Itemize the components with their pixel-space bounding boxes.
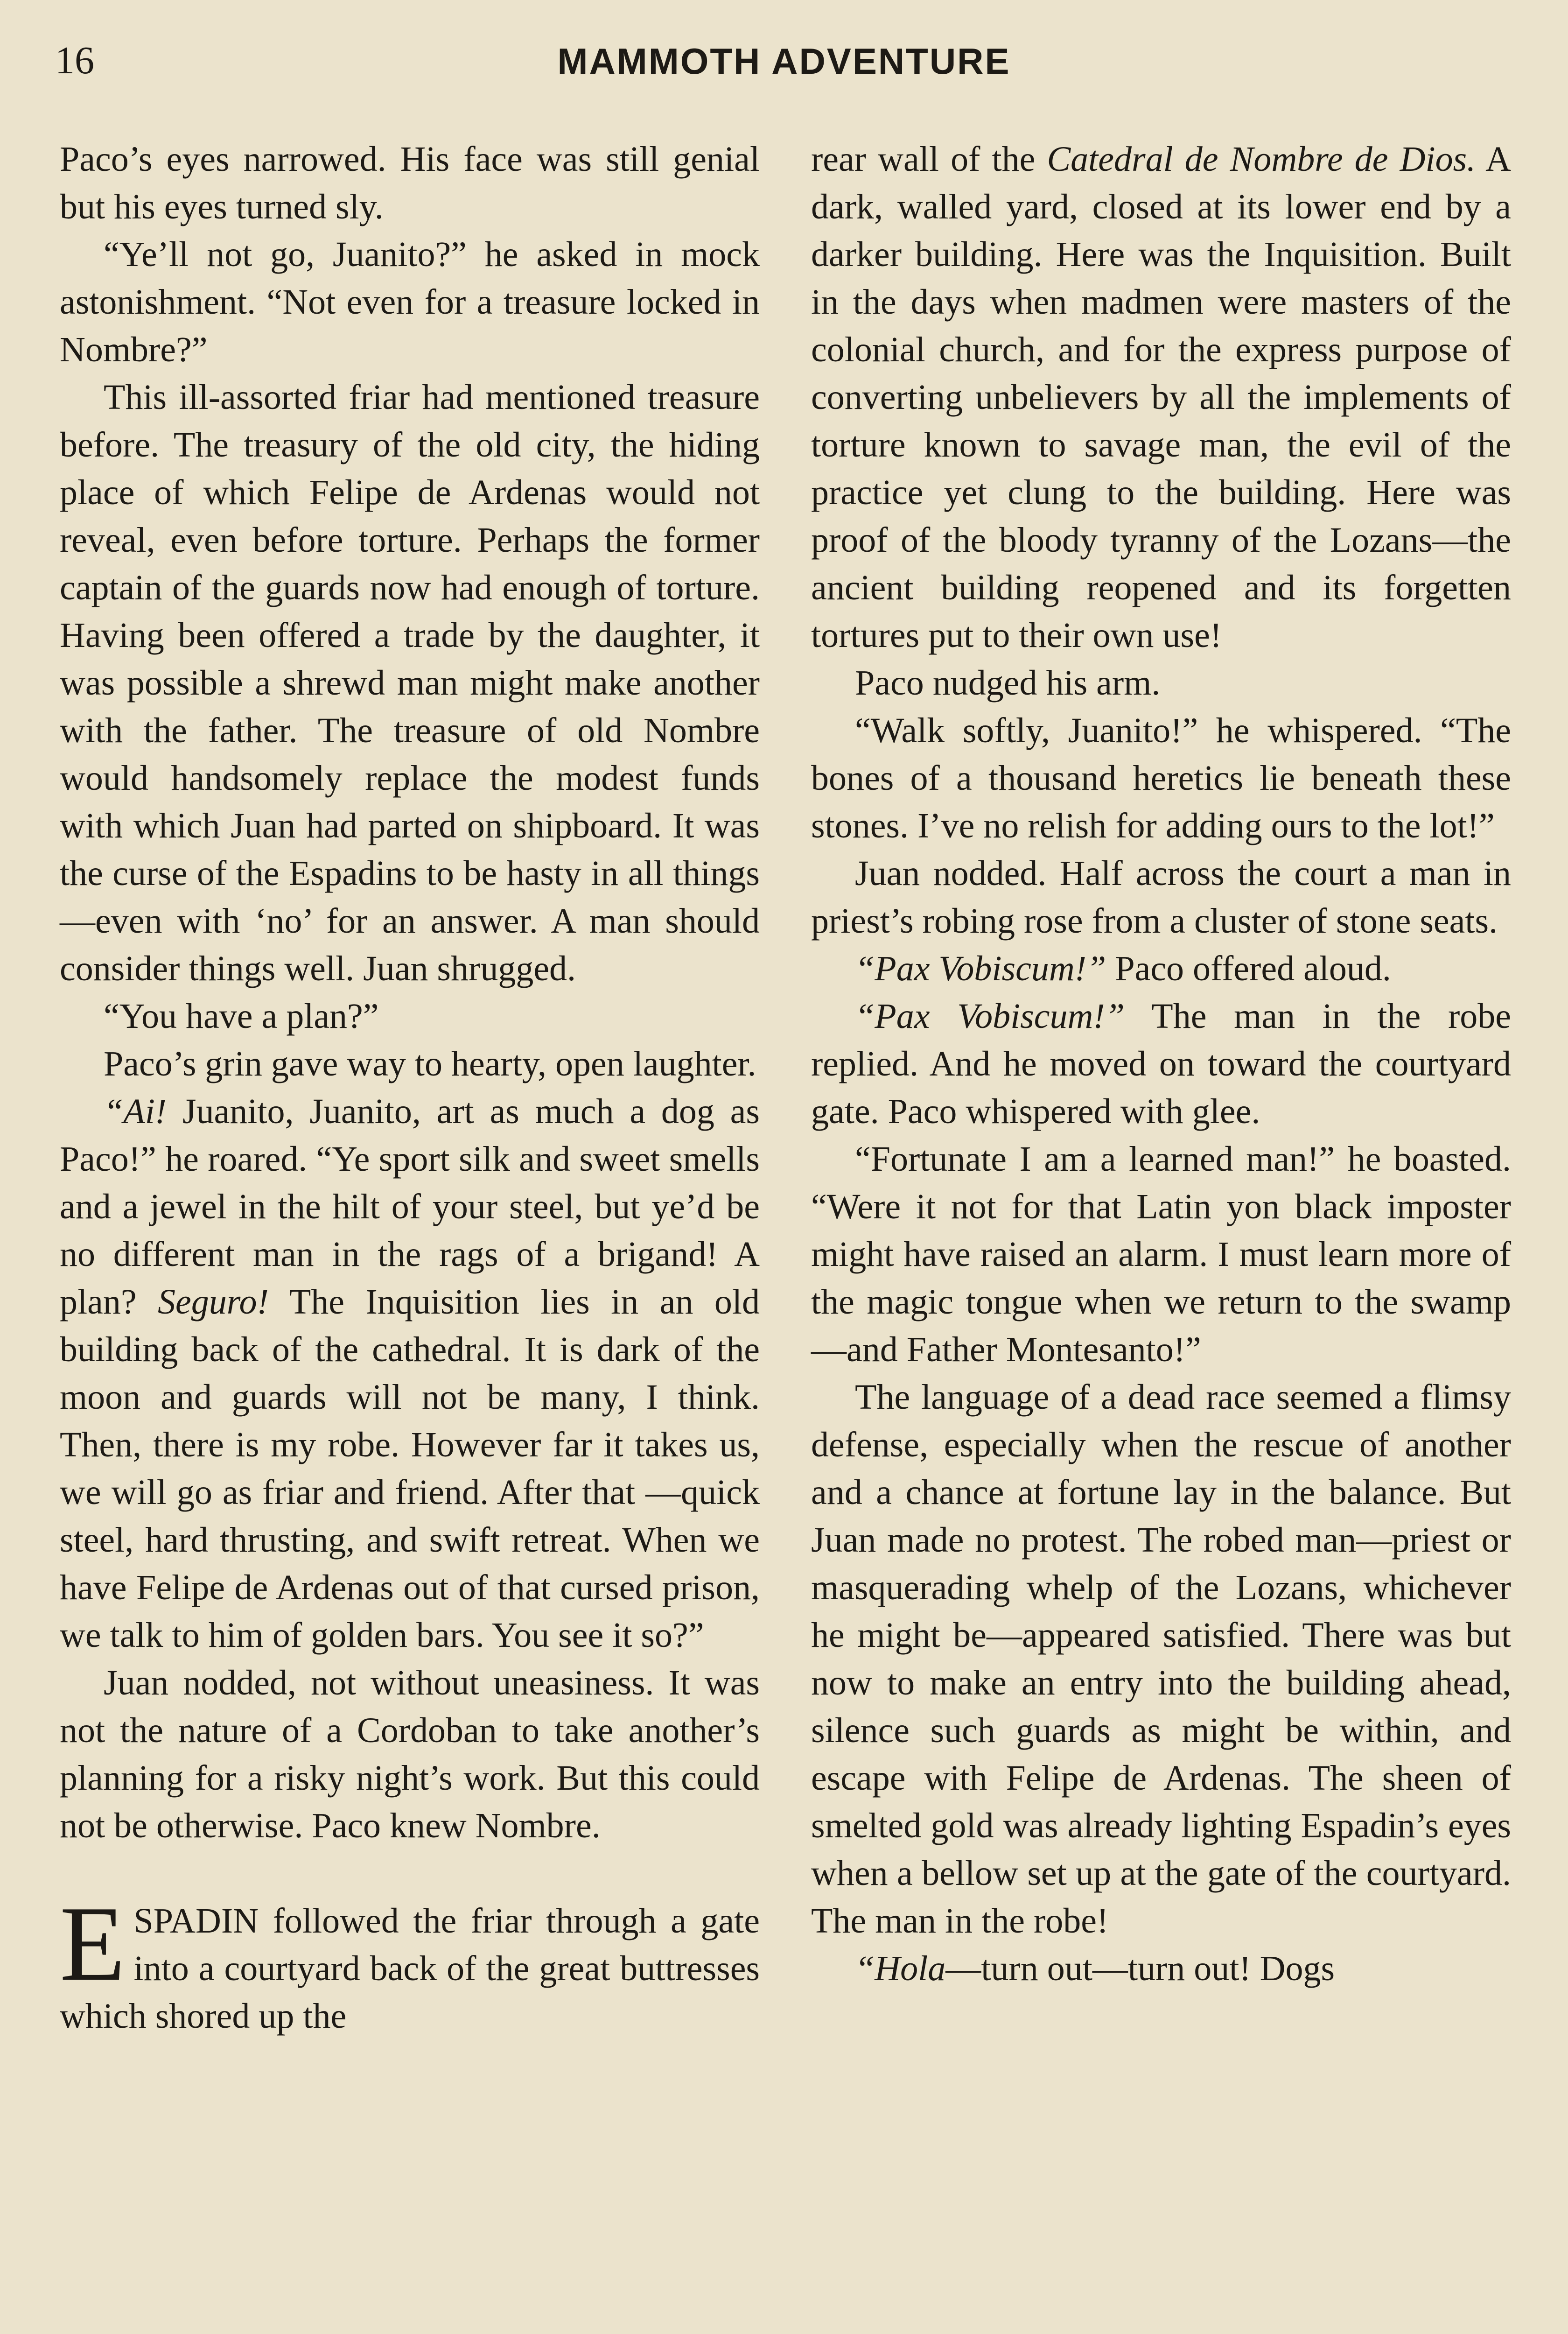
paragraph: Paco’s grin gave way to hearty, open laughter. (104, 1044, 756, 1083)
paragraph: “Ye’ll not go, Juanito?” he asked in mock astonishment. “Not even for a treasure locked in Nombre?” (60, 235, 760, 369)
right-column (811, 135, 1511, 1992)
paragraph: “Fortunate I am a learned man!” he boasted. “Were it not for that Latin yon black imposter might have raised an alarm. I must learn more of the magic tongue when we return to the swamp—and Father Montesanto!” (811, 1139, 1511, 1369)
left-column (60, 135, 760, 2040)
text-run: —turn out—turn out! Dogs (945, 1949, 1335, 1988)
section-opening-paragraph (60, 1884, 760, 2040)
running-head: MAMMOTH ADVENTURE (557, 41, 1011, 82)
text-run: SPADIN followed the friar through a gate into a courtyard back of the great buttresses which shored up the (60, 1901, 760, 2036)
italic-text: Seguro! (158, 1282, 269, 1322)
paragraph: Juan nodded, not without uneasiness. It was not the nature of a Cordoban to take another’s planning for a risky night’s work. But this could not be otherwise. Paco knew Nombre. (60, 1663, 760, 1845)
paragraph: Juan nodded. Half across the court a man in priest’s robing rose from a cluster of stone seats. (811, 854, 1511, 941)
paragraph: The language of a dead race seemed a flimsy defense, especially when the rescue of another and a chance at fortune lay in the balance. But Juan made no protest. The robed man—priest or masquerading whelp of the Lozans, whichever he might be—appeared satisfied. There was but now to make an entry into the building ahead, silence such guards as might be within, and escape with Felipe de Ardenas. The sheen of smelted gold was already lighting Espadin’s eyes when a bellow set up at the gate of the courtyard. The man in the robe! (811, 1378, 1511, 1940)
text-run: The Inquisition lies in an old building back of the cathedral. It is dark of the moon and guards will not be many, I think. Then, there is my robe. However far it takes us, we will go as friar and friend. After that —quick steel, hard thrusting, and swift retreat. When we have Felipe de Ardenas out of that cursed prison, we talk to him of golden bars. You see it so?” (60, 1282, 760, 1655)
paragraph: Paco nudged his arm. (855, 663, 1161, 703)
paragraph (811, 1945, 1511, 1992)
paragraph: Paco’s eyes narrowed. His face was still genial but his eyes turned sly. (60, 140, 760, 226)
text-run: Juanito, Juanito, art as much a dog as Paco!” he roared. “Ye sport silk and sweet smells and a jewel in the hilt of your steel, but ye’d be no different man in the rags of a brigand! A plan? (60, 1092, 760, 1322)
paragraph (811, 992, 1511, 1135)
text-run: The man in the robe replied. And he moved on toward the courtyard gate. Paco whispered with glee. (811, 997, 1511, 1131)
italic-text: Catedral de Nombre de Dios. (1047, 140, 1476, 179)
paragraph (60, 1088, 760, 1659)
italic-text: “Pax Vobiscum!” (855, 997, 1125, 1036)
italic-text: “Hola (855, 1949, 946, 1988)
paragraph: “You have a plan?” (104, 997, 379, 1036)
drop-cap: E (60, 1884, 126, 2003)
paragraph (811, 135, 1511, 659)
paragraph: “Walk softly, Juanito!” he whispered. “The bones of a thousand heretics lie beneath these stones. I’ve no relish for adding ours to the lot!” (811, 711, 1511, 845)
paragraph (811, 945, 1511, 992)
text-run: Paco offered aloud. (1106, 949, 1391, 988)
paragraph: This ill-assorted friar had mentioned treasure before. The treasury of the old city, the hiding place of which Felipe de Ardenas would not reveal, even before torture. Perhaps the former captain of the guards now had enough of torture. Having been offered a trade by the daughter, it was possible a shrewd man might make another with the father. The treasure of old Nombre would handsomely replace the modest funds with which Juan had parted on shipboard. It was the curse of the Espadins to be hasty in all things—even with ‘no’ for an answer. A man should consider things well. Juan shrugged. (60, 378, 760, 988)
text-run: A dark, walled yard, closed at its lower end by a darker building. Here was the Inquisition. Built in the days when madmen were masters of the colonial church, and for the express purpose of converting unbelievers by all the implements of torture known to savage man, the evil of the practice yet clung to the building. Here was proof of the bloody tyranny of the Lozans—the ancient building reopened and its forgetten tortures put to their own use! (811, 140, 1511, 655)
page-number: 16 (55, 39, 94, 82)
text-run: rear wall of the (811, 140, 1047, 179)
italic-text: “Pax Vobiscum!” (855, 949, 1106, 988)
italic-text: “Ai! (104, 1092, 167, 1131)
